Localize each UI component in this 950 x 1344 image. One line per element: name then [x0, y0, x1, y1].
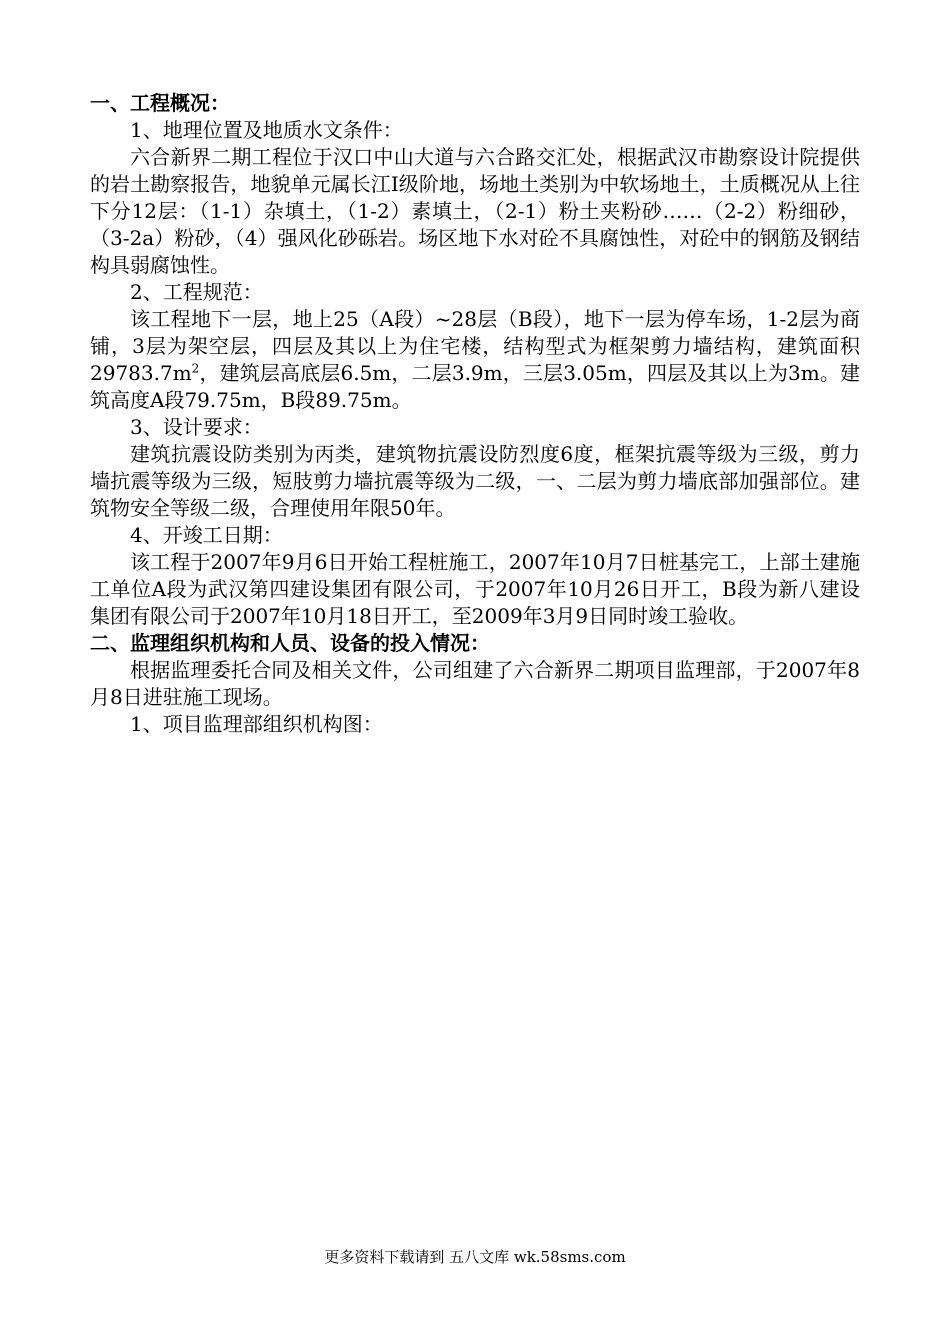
- item1-title: 1、地理位置及地质水文条件：: [130, 118, 403, 142]
- footer-text: 更多资料下载请到 五八文库 wk.58sms.com: [324, 1248, 626, 1266]
- item2-text-before: 该工程地下一层，地上25（A段）~28层（B段），地下一层为停车场，1-2层为商铺，3层为架空层，四层及其以上为住宅楼，结构型式为框架剪力墙结构，建筑面积29783.7m: [90, 307, 860, 385]
- item4-title: 4、开竣工日期：: [130, 523, 283, 547]
- area-unit-superscript: 2: [191, 361, 200, 376]
- item2-paragraph: [90, 306, 860, 414]
- document-page: [90, 90, 860, 738]
- section2-paragraph: 根据监理委托合同及相关文件，公司组建了六合新界二期项目监理部，于2007年8月8日进驻施工现场。: [90, 658, 860, 709]
- item1-paragraph: 六合新界二期工程位于汉口中山大道与六合路交汇处，根据武汉市勘察设计院提供的岩土勘察报告，地貌单元属长江Ⅰ级阶地，场地土类别为中软场地土，土质概况从上往下分12层：（1-1）杂填土，（1-2）素填土，（2-1）粉土夹粉砂……（2-2）粉细砂，（3-2a）粉砂，（4）强风化砂砾岩。场区地下水对砼不具腐蚀性，对砼中的钢筋及钢结构具弱腐蚀性。: [90, 145, 860, 277]
- section2-heading: 二、监理组织机构和人员、设备的投入情况：: [90, 631, 490, 655]
- item3-title: 3、设计要求：: [130, 415, 263, 439]
- item2-text-after: ，建筑层高底层6.5m，二层3.9m，三层3.05m，四层及其以上为3m。建筑高度A段79.75m，B段89.75m。: [90, 361, 860, 412]
- item2-title: 2、工程规范：: [130, 280, 263, 304]
- item3-paragraph: 建筑抗震设防类别为丙类，建筑物抗震设防烈度6度，框架抗震等级为三级，剪力墙抗震等级为三级，短肢剪力墙抗震等级为二级，一、二层为剪力墙底部加强部位。建筑物安全等级二级，合理使用年限50年。: [90, 442, 860, 520]
- section2-item1-title: 1、项目监理部组织机构图：: [130, 712, 383, 736]
- section1-heading: 一、工程概况：: [90, 91, 230, 115]
- item4-paragraph: 该工程于2007年9月6日开始工程桩施工，2007年10月7日桩基完工，上部土建施工单位A段为武汉第四建设集团有限公司，于2007年10月26日开工，B段为新八建设集团有限公司于2007年10月18日开工，至2009年3月9日同时竣工验收。: [90, 550, 860, 628]
